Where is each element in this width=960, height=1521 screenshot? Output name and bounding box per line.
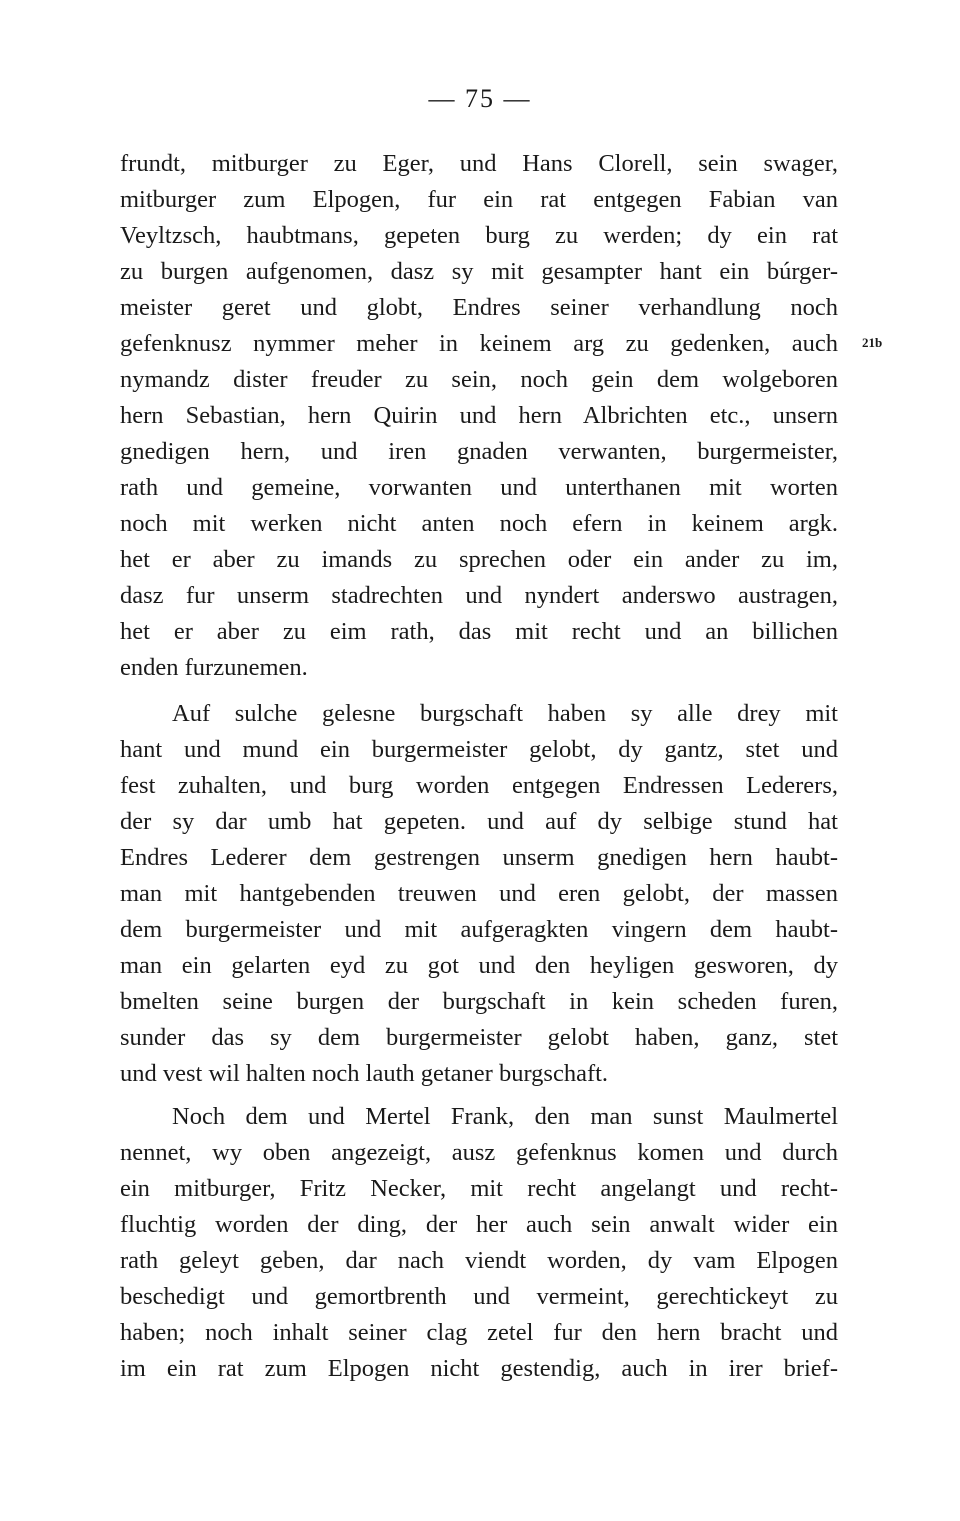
text-line: gefenknusz nymmer meher in keinem arg zu gedenken, auch bbox=[120, 330, 838, 357]
text-line: Endres Lederer dem gestrengen unserm gnedigen hern haubt- bbox=[120, 844, 838, 871]
text-line: Veyltzsch, haubtmans, gepeten burg zu werden; dy ein rat bbox=[120, 222, 838, 249]
text-line: der sy dar umb hat gepeten. und auf dy selbige stund hat bbox=[120, 808, 838, 835]
text-line: und vest wil halten noch lauth getaner burgschaft. bbox=[120, 1060, 609, 1087]
text-line: bmelten seine burgen der burgschaft in kein scheden furen, bbox=[120, 988, 838, 1015]
text-line: beschedigt und gemortbrenth und vermeint, gerechtickeyt zu bbox=[120, 1283, 838, 1310]
margin-note: 21b bbox=[862, 335, 883, 350]
text-line: man ein gelarten eyd zu got und den heyligen gesworen, dy bbox=[120, 952, 838, 979]
text-line: Noch dem und Mertel Frank, den man sunst Maulmertel bbox=[172, 1103, 838, 1130]
text-line: dasz fur unserm stadrechten und nyndert anderswo austragen, bbox=[120, 582, 838, 609]
text-line: het er aber zu eim rath, das mit recht und an billichen bbox=[120, 618, 838, 645]
page-number: — 75 — bbox=[428, 84, 532, 113]
text-line: haben; noch inhalt seiner clag zetel fur den hern bracht und bbox=[120, 1319, 838, 1346]
text-line: im ein rat zum Elpogen nicht gestendig, auch in irer brief- bbox=[120, 1355, 838, 1382]
text-line: fest zuhalten, und burg worden entgegen Endressen Lederers, bbox=[120, 772, 838, 799]
text-line: Auf sulche gelesne burgschaft haben sy alle drey mit bbox=[172, 700, 838, 727]
text-line: gnedigen hern, und iren gnaden verwanten, burgermeister, bbox=[120, 438, 838, 465]
paragraph-1 bbox=[120, 146, 838, 686]
text-line: ein mitburger, Fritz Necker, mit recht angelangt und recht- bbox=[120, 1175, 838, 1202]
text-line: hant und mund ein burgermeister gelobt, dy gantz, stet und bbox=[120, 736, 838, 763]
text-line: rath und gemeine, vorwanten und unterthanen mit worten bbox=[120, 474, 838, 501]
text-line: fluchtig worden der ding, der her auch sein anwalt wider ein bbox=[120, 1211, 838, 1238]
text-line: het er aber zu imands zu sprechen oder ein ander zu im, bbox=[120, 546, 838, 573]
text-line: dem burgermeister und mit aufgeragkten vingern dem haubt- bbox=[120, 916, 838, 943]
text-line: man mit hantgebenden treuwen und eren gelobt, der massen bbox=[120, 880, 838, 907]
text-line: sunder das sy dem burgermeister gelobt haben, ganz, stet bbox=[120, 1024, 838, 1051]
text-line: zu burgen aufgenomen, dasz sy mit gesampter hant ein búrger- bbox=[120, 258, 838, 285]
text-line: rath geleyt geben, dar nach viendt worden, dy vam Elpogen bbox=[120, 1247, 838, 1274]
text-line: frundt, mitburger zu Eger, und Hans Clorell, sein swager, bbox=[120, 150, 838, 177]
paragraph-2 bbox=[120, 696, 838, 1092]
text-line: mitburger zum Elpogen, fur ein rat entgegen Fabian van bbox=[120, 186, 838, 213]
text-line: nennet, wy oben angezeigt, ausz gefenknus komen und durch bbox=[120, 1139, 838, 1166]
text-line: noch mit werken nicht anten noch efern in keinem argk. bbox=[120, 510, 838, 537]
paragraph-3 bbox=[120, 1099, 838, 1387]
text-line: meister geret und globt, Endres seiner verhandlung noch bbox=[120, 294, 838, 321]
text-line: enden furzunemen. bbox=[120, 654, 308, 681]
text-line: hern Sebastian, hern Quirin und hern Albrichten etc., unsern bbox=[120, 402, 838, 429]
text-line: nymandz dister freuder zu sein, noch gein dem wolgeboren bbox=[120, 366, 838, 393]
